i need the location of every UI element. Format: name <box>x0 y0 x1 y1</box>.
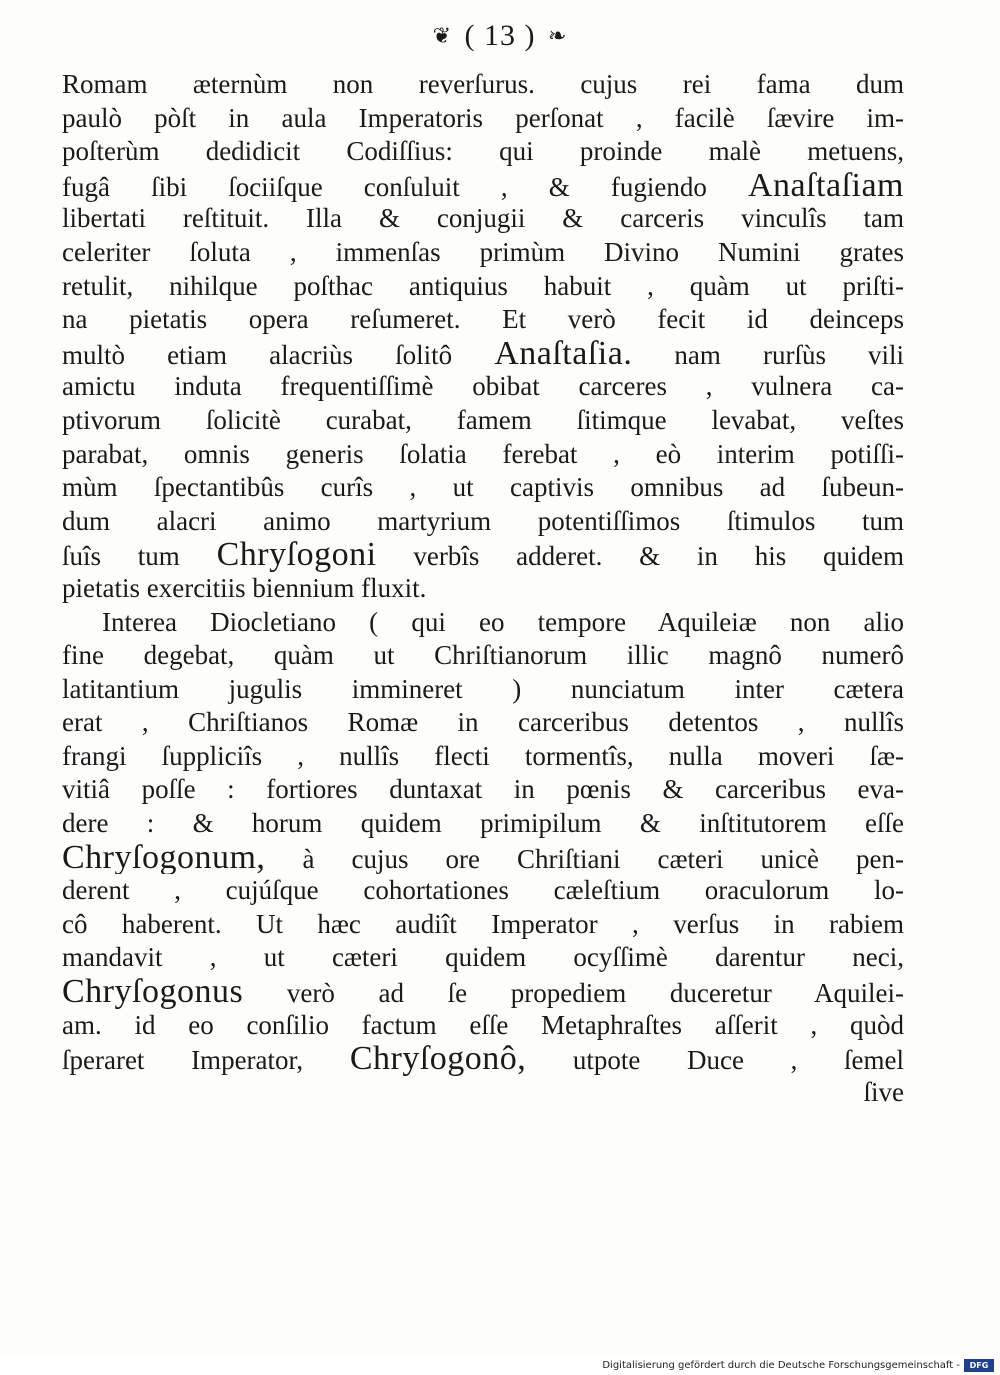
text-line: mùm ſpectantibûs curîs , ut captivis omnibus ad ſubeun- <box>62 472 904 503</box>
text-line: ſuîs tum Chryſogoni verbîs adderet. & in his quidem <box>62 538 904 572</box>
name-anastasiam: Anaſtaſiam <box>747 168 904 203</box>
text-line: poſterùm dedidicit Codiſſius: qui proinde malè metuens, <box>62 136 904 167</box>
name-chrysogoni: Chryſogoni <box>216 538 377 572</box>
text-line: erat , Chriſtianos Romæ in carceribus detentos , nullîs <box>62 707 904 738</box>
ornament-left-icon: ❦ <box>432 23 452 48</box>
text-line: multò etiam alacriùs ſolitô Anaſtaſia. nam rurſùs vili <box>62 336 904 371</box>
text-line: parabat, omnis generis ſolatia ferebat , eò interim potiſſi- <box>62 438 904 469</box>
text-line: ptivorum ſolicitè curabat, famem ſitimque levabat, veſtes <box>62 404 904 435</box>
page-header <box>0 18 1000 54</box>
text-line: pietatis exercitiis biennium fluxit. <box>62 572 427 603</box>
text-line: Chryſogonus verò ad ſe propediem duceretur Aquilei- <box>62 975 904 1009</box>
catchword: ſive <box>863 1076 904 1107</box>
body-text <box>62 68 904 1109</box>
text-line: na pietatis opera reſumeret. Et verò fecit id deinceps <box>62 304 904 335</box>
text-line: am. id eo conſilio factum eſſe Metaphraſtes aſſerit , quòd <box>62 1009 904 1040</box>
ornament-right-icon: ❧ <box>547 23 568 48</box>
text-line: amictu induta frequentiſſimè obibat carceres , vulnera ca- <box>62 371 904 402</box>
text-line: retulit, nihilque poſthac antiquius habuit , quàm ut priſti- <box>62 270 904 301</box>
text-line: celeriter ſoluta , immenſas primùm Divino Numini grates <box>62 236 904 267</box>
text-line: frangi ſuppliciîs , nullîs flecti tormentîs, nulla moveri ſæ- <box>62 740 904 771</box>
text-line: mandavit , ut cæteri quidem ocyſſimè darentur neci, <box>62 942 904 973</box>
text-line: dum alacri animo martyrium potentiſſimos ſtimulos tum <box>62 505 904 536</box>
text-line: vitiâ poſſe : fortiores duntaxat in pœnis & carceribus eva- <box>62 774 904 805</box>
text-line: Interea Diocletiano ( qui eo tempore Aquileiæ non alio <box>102 606 904 637</box>
text-line: derent , cujúſque cohortationes cæleſtium oraculorum lo- <box>62 875 904 906</box>
text-line: dere : & horum quidem primipilum & inſtitutorem eſſe <box>62 808 904 839</box>
name-chrysogonus: Chryſogonus <box>62 975 244 1009</box>
text-line: Romam æternùm non reverſurus. cujus rei fama dum <box>62 69 904 99</box>
text-line: paulò pòſt in aula Imperatoris perſonat , facilè ſævire im- <box>62 102 904 133</box>
text-line: fine degebat, quàm ut Chriſtianorum illic magnô numerô <box>62 640 904 671</box>
name-anastasia: Anaſtaſia. <box>494 336 633 371</box>
dfg-logo: DFG <box>964 1359 994 1372</box>
page-number: ( 13 ) <box>464 19 536 52</box>
text-line: latitantium jugulis immineret ) nunciatum inter cætera <box>62 673 904 704</box>
digitization-footer <box>0 1358 1000 1375</box>
funding-notice: Digitalisierung gefördert durch die Deutsche Forschungsgemeinschaft - <box>602 1360 960 1371</box>
name-chrysogono: Chryſogonô, <box>349 1042 527 1076</box>
text-line: fugâ ſibi ſociiſque conſuluit , & fugiendo Anaſtaſiam <box>62 168 904 203</box>
text-line: Chryſogonum, à cujus ore Chriſtiani cæteri unicè pen- <box>62 840 904 875</box>
text-line: libertati reſtituit. Illa & conjugii & carceris vinculîs tam <box>62 203 904 234</box>
text-line: ſperaret Imperator, Chryſogonô, utpote Duce , ſemel <box>62 1042 904 1076</box>
name-chrysogonum: Chryſogonum, <box>62 840 266 875</box>
text-line: cô haberent. Ut hæc audiît Imperator , verſus in rabiem <box>62 908 904 939</box>
